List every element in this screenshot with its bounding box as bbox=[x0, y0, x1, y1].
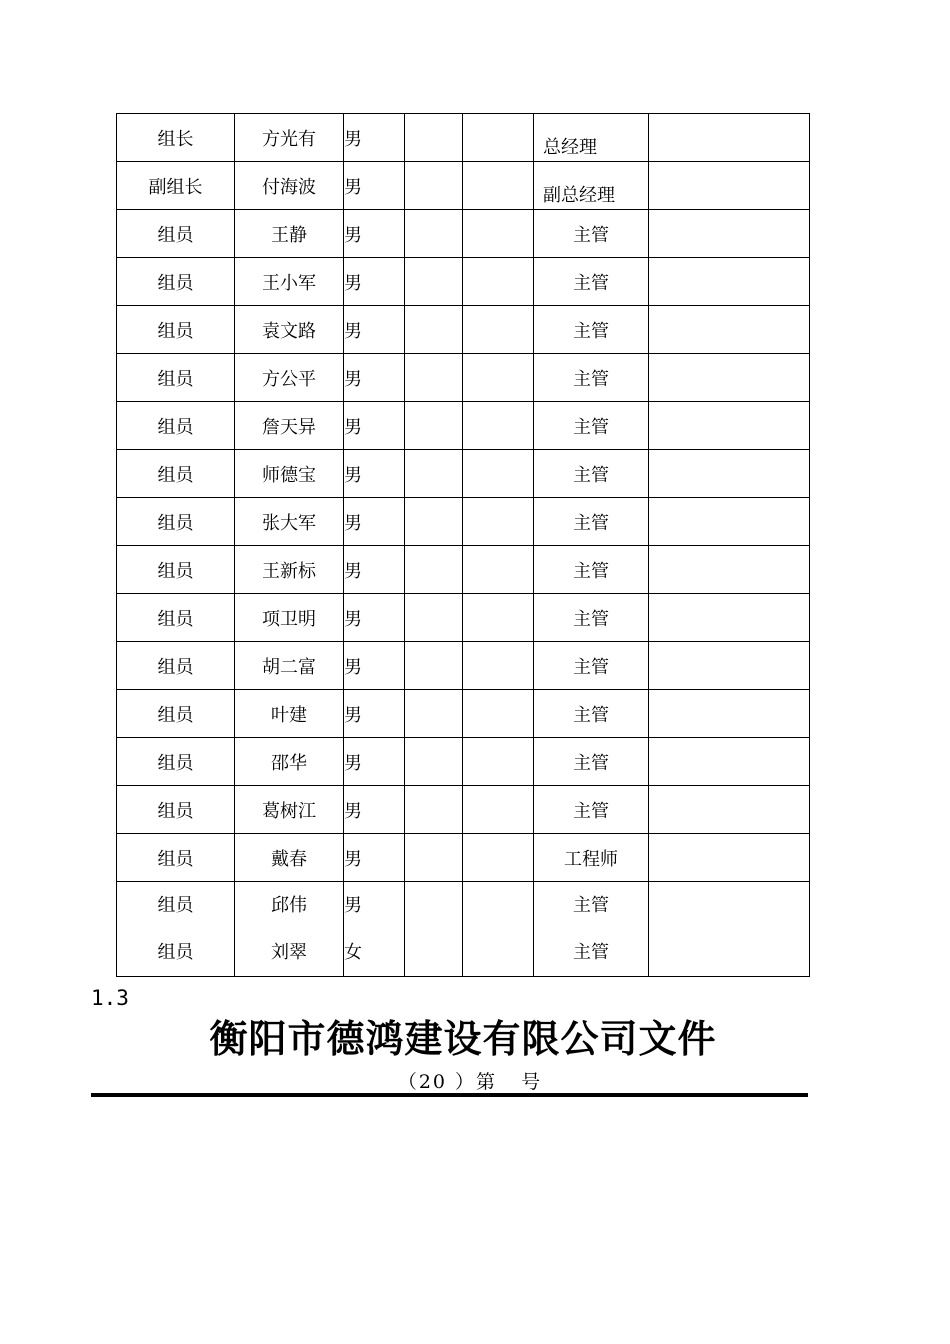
name-line: 邱伟 bbox=[271, 895, 307, 916]
gender-cell: 男 bbox=[344, 306, 405, 354]
position-cell: 主管 bbox=[534, 450, 649, 498]
position-cell: 主管 bbox=[534, 306, 649, 354]
position-cell: 主管 bbox=[534, 690, 649, 738]
position-cell: 主管 bbox=[534, 402, 649, 450]
empty-cell bbox=[405, 162, 463, 210]
note-cell bbox=[649, 306, 810, 354]
gender-cell: 男 bbox=[344, 786, 405, 834]
empty-cell bbox=[463, 402, 534, 450]
role-cell: 组员 bbox=[117, 498, 235, 546]
table-row bbox=[117, 258, 810, 306]
note-cell bbox=[649, 786, 810, 834]
name-cell bbox=[235, 882, 344, 977]
position-cell bbox=[534, 882, 649, 977]
member-table-body bbox=[117, 114, 810, 977]
position-line: 主管 bbox=[573, 942, 609, 963]
name-cell: 方光有 bbox=[235, 114, 344, 162]
gender-cell: 男 bbox=[344, 834, 405, 882]
role-cell: 组员 bbox=[117, 594, 235, 642]
note-cell bbox=[649, 450, 810, 498]
gender-cell: 男 bbox=[344, 498, 405, 546]
gender-cell: 男 bbox=[344, 354, 405, 402]
gender-cell: 男 bbox=[344, 402, 405, 450]
empty-cell bbox=[405, 354, 463, 402]
name-cell: 王新标 bbox=[235, 546, 344, 594]
table-row bbox=[117, 642, 810, 690]
table-row bbox=[117, 162, 810, 210]
table-row bbox=[117, 114, 810, 162]
role-cell: 组员 bbox=[117, 690, 235, 738]
position-cell: 主管 bbox=[534, 258, 649, 306]
empty-cell bbox=[405, 498, 463, 546]
gender-cell: 男 bbox=[344, 546, 405, 594]
empty-cell bbox=[463, 258, 534, 306]
name-cell: 葛树江 bbox=[235, 786, 344, 834]
gender-cell: 男 bbox=[344, 690, 405, 738]
role-cell: 组员 bbox=[117, 210, 235, 258]
empty-cell bbox=[405, 306, 463, 354]
gender-cell: 男 bbox=[344, 450, 405, 498]
name-cell: 戴春 bbox=[235, 834, 344, 882]
empty-cell bbox=[405, 642, 463, 690]
role-cell: 副组长 bbox=[117, 162, 235, 210]
position-line: 主管 bbox=[573, 895, 609, 916]
table-row bbox=[117, 498, 810, 546]
role-cell: 组员 bbox=[117, 258, 235, 306]
name-cell: 张大军 bbox=[235, 498, 344, 546]
table-row bbox=[117, 210, 810, 258]
name-cell: 袁文路 bbox=[235, 306, 344, 354]
position-cell: 主管 bbox=[534, 738, 649, 786]
role-cell: 组员 bbox=[117, 834, 235, 882]
table-row bbox=[117, 690, 810, 738]
gender-cell: 男 bbox=[344, 258, 405, 306]
table-row bbox=[117, 834, 810, 882]
name-cell: 项卫明 bbox=[235, 594, 344, 642]
empty-cell bbox=[463, 162, 534, 210]
table-row bbox=[117, 786, 810, 834]
gender-cell: 男 bbox=[344, 642, 405, 690]
gender-cell: 男 bbox=[344, 210, 405, 258]
gender-cell: 男 bbox=[344, 162, 405, 210]
name-cell: 王静 bbox=[235, 210, 344, 258]
document-number: （20 ）第 号 bbox=[397, 1071, 543, 1093]
empty-cell bbox=[405, 114, 463, 162]
note-cell bbox=[649, 882, 810, 977]
role-cell: 组员 bbox=[117, 546, 235, 594]
name-cell: 方公平 bbox=[235, 354, 344, 402]
table-row bbox=[117, 450, 810, 498]
empty-cell bbox=[405, 882, 463, 977]
position-cell: 主管 bbox=[534, 594, 649, 642]
role-cell: 组员 bbox=[117, 402, 235, 450]
empty-cell bbox=[463, 210, 534, 258]
role-cell: 组员 bbox=[117, 450, 235, 498]
note-cell bbox=[649, 258, 810, 306]
empty-cell bbox=[463, 354, 534, 402]
empty-cell bbox=[463, 594, 534, 642]
note-cell bbox=[649, 354, 810, 402]
name-cell: 付海波 bbox=[235, 162, 344, 210]
member-table bbox=[116, 113, 810, 977]
empty-cell bbox=[405, 690, 463, 738]
table-row bbox=[117, 546, 810, 594]
empty-cell bbox=[405, 402, 463, 450]
empty-cell bbox=[463, 546, 534, 594]
empty-cell bbox=[405, 450, 463, 498]
position-cell: 主管 bbox=[534, 786, 649, 834]
table-row bbox=[117, 594, 810, 642]
gender-line: 男 bbox=[344, 895, 362, 916]
empty-cell bbox=[463, 882, 534, 977]
table-row bbox=[117, 738, 810, 786]
header-rule bbox=[91, 1093, 808, 1097]
empty-cell bbox=[405, 786, 463, 834]
empty-cell bbox=[405, 258, 463, 306]
role-cell: 组员 bbox=[117, 306, 235, 354]
name-cell: 王小军 bbox=[235, 258, 344, 306]
empty-cell bbox=[405, 210, 463, 258]
gender-cell: 男 bbox=[344, 594, 405, 642]
empty-cell bbox=[463, 690, 534, 738]
table-row bbox=[117, 306, 810, 354]
position-cell: 主管 bbox=[534, 546, 649, 594]
note-cell bbox=[649, 834, 810, 882]
position-cell: 主管 bbox=[534, 498, 649, 546]
note-cell bbox=[649, 498, 810, 546]
name-cell: 师德宝 bbox=[235, 450, 344, 498]
empty-cell bbox=[463, 450, 534, 498]
role-cell: 组员 bbox=[117, 738, 235, 786]
empty-cell bbox=[463, 114, 534, 162]
empty-cell bbox=[405, 594, 463, 642]
table-row bbox=[117, 882, 810, 977]
role-line: 组员 bbox=[157, 942, 194, 963]
position-cell: 主管 bbox=[534, 354, 649, 402]
empty-cell bbox=[463, 306, 534, 354]
name-cell: 胡二富 bbox=[235, 642, 344, 690]
note-cell bbox=[649, 642, 810, 690]
position-cell: 总经理 bbox=[534, 114, 649, 162]
gender-cell: 男 bbox=[344, 114, 405, 162]
position-cell: 副总经理 bbox=[534, 162, 649, 210]
role-cell: 组员 bbox=[117, 354, 235, 402]
gender-line: 女 bbox=[344, 942, 362, 963]
empty-cell bbox=[405, 738, 463, 786]
role-line: 组员 bbox=[157, 895, 194, 916]
empty-cell bbox=[463, 642, 534, 690]
gender-cell: 男 bbox=[344, 738, 405, 786]
role-cell: 组员 bbox=[117, 786, 235, 834]
empty-cell bbox=[463, 834, 534, 882]
note-cell bbox=[649, 690, 810, 738]
position-cell: 主管 bbox=[534, 642, 649, 690]
note-cell bbox=[649, 738, 810, 786]
note-cell bbox=[649, 210, 810, 258]
empty-cell bbox=[463, 498, 534, 546]
position-cell: 工程师 bbox=[534, 834, 649, 882]
name-cell: 叶建 bbox=[235, 690, 344, 738]
position-cell: 主管 bbox=[534, 210, 649, 258]
note-cell bbox=[649, 546, 810, 594]
empty-cell bbox=[463, 738, 534, 786]
name-cell: 詹天异 bbox=[235, 402, 344, 450]
table-row bbox=[117, 354, 810, 402]
empty-cell bbox=[463, 786, 534, 834]
note-cell bbox=[649, 594, 810, 642]
note-cell bbox=[649, 402, 810, 450]
gender-cell bbox=[344, 882, 405, 977]
empty-cell bbox=[405, 546, 463, 594]
role-cell: 组员 bbox=[117, 642, 235, 690]
role-cell bbox=[117, 882, 235, 977]
document-title: 衡阳市德鸿建设有限公司文件 bbox=[209, 1017, 717, 1061]
empty-cell bbox=[405, 834, 463, 882]
table-row bbox=[117, 402, 810, 450]
name-line: 刘翠 bbox=[271, 942, 307, 963]
section-number: 1.3 bbox=[91, 986, 129, 1010]
note-cell bbox=[649, 162, 810, 210]
note-cell bbox=[649, 114, 810, 162]
name-cell: 邵华 bbox=[235, 738, 344, 786]
role-cell: 组长 bbox=[117, 114, 235, 162]
